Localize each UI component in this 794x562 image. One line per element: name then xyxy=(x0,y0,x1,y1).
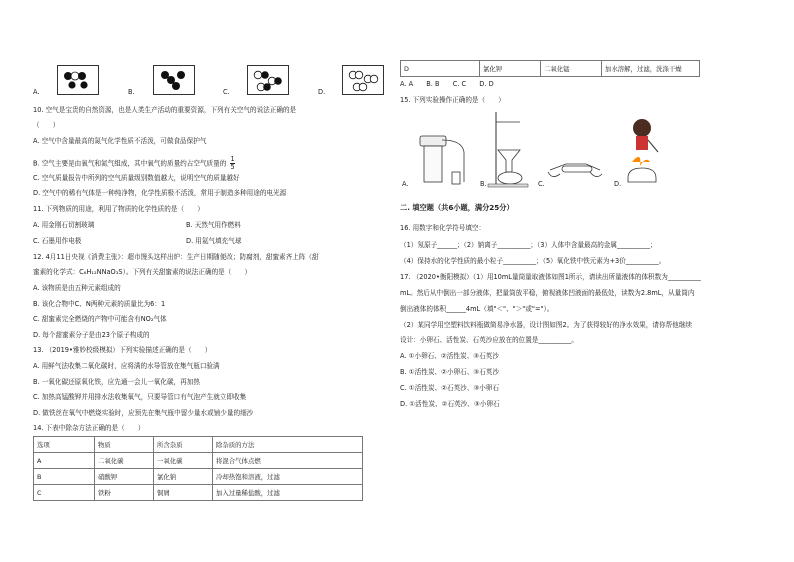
q12-option-d: D. 每个甜蜜素分子是由23个原子构成的 xyxy=(33,331,150,339)
table-cell: 硝酸钾 xyxy=(95,469,154,485)
q10-option-b xyxy=(33,156,235,171)
q17-line-4: （2）某同学用空塑料饮料瓶做简易净水器，设计图如图2。为了获得较好的净水效果，请你帮他继续 xyxy=(400,321,692,329)
table-cell: 加水溶解，过滤，洗涤干燥 xyxy=(602,61,700,77)
q15-label-b: B. xyxy=(480,180,487,188)
table-header-cell: 物质 xyxy=(95,437,154,453)
q14-table-continued xyxy=(400,60,700,77)
molecule-box-a xyxy=(57,65,99,95)
option-c-label: C. xyxy=(223,88,230,96)
q13-option-b: B. 一氧化碳还原氧化铁，应先通一会儿一氧化碳，再加热 xyxy=(33,378,200,386)
table-cell: 氯化钠 xyxy=(154,469,213,485)
lab-test-tube-image xyxy=(546,150,604,186)
q12-option-c: C. 甜蜜素完全燃烧的产物中可能含有NO₂气体 xyxy=(33,315,167,323)
table-cell: 冷却热饱和溶液，过滤 xyxy=(213,469,363,485)
q11-option-c: C. 石墨用作电极 xyxy=(33,237,82,245)
q15-label-a: A. xyxy=(402,180,409,188)
fraction-numerator: 1 xyxy=(230,155,235,163)
table-cell: B xyxy=(34,469,95,485)
q17-line-3: 倒出液体的体积______4mL（填"＜"、"＞"或"="）。 xyxy=(400,305,554,313)
table-row xyxy=(34,469,363,485)
q16-line-1: （1）氖原子______；（2）钠离子__________；（3）人体中含量最高的金属__________； xyxy=(400,241,657,249)
q11-stem: 11. 下列物质的用途，利用了物质的化学性质的是（ ） xyxy=(33,205,204,213)
fraction-denominator: 5 xyxy=(230,163,235,171)
q15-label-c: C. xyxy=(538,180,545,188)
q10-option-a: A. 空气中含量最高的氮气化学性质不活泼，可做食品保护气 xyxy=(33,137,207,145)
option-a-label: A. xyxy=(33,88,40,96)
table-header-cell: 除杂质的方法 xyxy=(213,437,363,453)
molecule-box-c xyxy=(247,65,289,95)
q17-option-c: C. ①活性炭、②石英沙、③小卵石 xyxy=(400,384,500,392)
q10-bracket: （ ） xyxy=(33,121,60,129)
table-row xyxy=(401,61,700,77)
q16-stem: 16. 用数字和化学符号填空： xyxy=(400,224,486,232)
table-cell: 铁粉 xyxy=(95,485,154,501)
q11-option-d: D. 用氦气填充气球 xyxy=(186,237,242,245)
lab-dropper-image xyxy=(412,132,470,188)
section-two-heading: 二. 填空题（共6小题，满分25分） xyxy=(400,203,514,212)
q14-stem: 14. 下表中除杂方法正确的是（ ） xyxy=(33,424,145,432)
table-cell: C xyxy=(34,485,95,501)
lab-alcohol-lamp-image xyxy=(622,116,664,188)
q10-option-b-text: B. 空气主要是由氧气和氮气组成，其中氧气的质量约占空气质量的 xyxy=(33,159,227,168)
q14-options: A. A B. B C. C D. D xyxy=(400,80,494,88)
q12-stem-line2: 蜜素的化学式：C₆H₁₂NNaO₃S）。下列有关甜蜜素的说法正确的是（ ） xyxy=(33,268,252,276)
table-cell: 一氧化碳 xyxy=(154,453,213,469)
molecule-diagram-d xyxy=(343,66,383,94)
q13-option-d: D. 做铁丝在氧气中燃烧实验时，应预先在集气瓶中留少量水或铺少量的细沙 xyxy=(33,409,254,417)
q10-option-c: C. 空气质量报告中所列的空气质量级别数值越大，说明空气的质量越好 xyxy=(33,174,240,182)
table-header-cell: 选项 xyxy=(34,437,95,453)
q10-option-d: D. 空气中的稀有气体是一种纯净物，化学性质极不活泼，常用于制造多种用途的电光源 xyxy=(33,189,287,197)
molecule-box-b xyxy=(153,65,195,95)
fraction xyxy=(230,156,234,171)
table-cell: 二氧化碳 xyxy=(95,453,154,469)
q10-stem: 10. 空气是宝贵的自然资源，也是人类生产活动的重要资源，下列有关空气的说法正确的是 xyxy=(33,106,297,114)
q17-line-2: mL。然后从中倒出一部分液体，把量筒放平稳，俯视液体凹液面的最低处，读数为2.8mL，从量筒内 xyxy=(400,289,695,297)
option-b-label: B. xyxy=(128,88,135,96)
q17-line-5: 设计：小卵石、活性炭、石英沙应放在的位置是__________。 xyxy=(400,336,579,344)
table-cell: 氯化钾 xyxy=(480,61,541,77)
q17-option-d: D. ①活性炭、②石英沙、③小卵石 xyxy=(400,400,500,408)
table-header-row xyxy=(34,437,363,453)
q13-stem: 13. （2019•雅妙校级模拟）下列实验描述正确的是（ ） xyxy=(33,346,212,354)
option-d-label: D. xyxy=(318,88,326,96)
q17-line-1: 17. （2020•衡阳模拟）（1）用10mL量筒量取液体如图1所示，请读出所量液体的体积数为__________ xyxy=(400,273,701,281)
table-header-cell: 所含杂质 xyxy=(154,437,213,453)
q15-stem: 15. 下列实验操作正确的是（ ） xyxy=(400,96,505,104)
lab-filtration-image xyxy=(486,110,530,188)
q15-label-d: D. xyxy=(614,180,622,188)
molecule-box-d xyxy=(342,65,384,95)
q12-option-a: A. 该物质是由五种元素组成的 xyxy=(33,284,121,292)
q11-option-a: A. 用金刚石切割玻璃 xyxy=(33,221,95,229)
table-cell: 铜屑 xyxy=(154,485,213,501)
q13-option-c: C. 加热高锰酸钾并用排水法收集氧气，只要导管口有气泡产生就立即收集 xyxy=(33,393,247,401)
q12-stem-line1: 12. 4月11日央视《消费主张》：超市馒头这样出炉：生产日期随便改；防腐剂，甜蜜素齐上阵（甜 xyxy=(33,253,319,261)
q14-table xyxy=(33,436,363,501)
q13-option-a: A. 用鲜气法收集二氧化碳时，应将满的水导管放在集气瓶口验满 xyxy=(33,362,220,370)
table-cell: D xyxy=(401,61,480,77)
molecule-diagram-b xyxy=(154,66,194,94)
q17-option-b: B. ①活性炭、②小卵石、③石英沙 xyxy=(400,368,499,376)
molecule-diagram-c xyxy=(248,66,288,94)
q16-line-2: （4）保持水的化学性质的最小粒子__________；（5）氧化铁中铁元素为+3价__________。 xyxy=(400,257,666,265)
table-row xyxy=(34,485,363,501)
table-row xyxy=(34,453,363,469)
molecule-diagram-a xyxy=(58,66,98,94)
table-cell: 将混合气体点燃 xyxy=(213,453,363,469)
table-cell: 二氧化锰 xyxy=(541,61,602,77)
q11-option-b: B. 天然气用作燃料 xyxy=(186,221,241,229)
table-cell: A xyxy=(34,453,95,469)
table-cell: 加入过量稀盐酸，过滤 xyxy=(213,485,363,501)
q12-option-b: B. 该化合物中C、N两种元素的质量比为6：1 xyxy=(33,300,166,308)
q17-option-a: A. ①小卵石、②活性炭、③石英沙 xyxy=(400,352,499,360)
